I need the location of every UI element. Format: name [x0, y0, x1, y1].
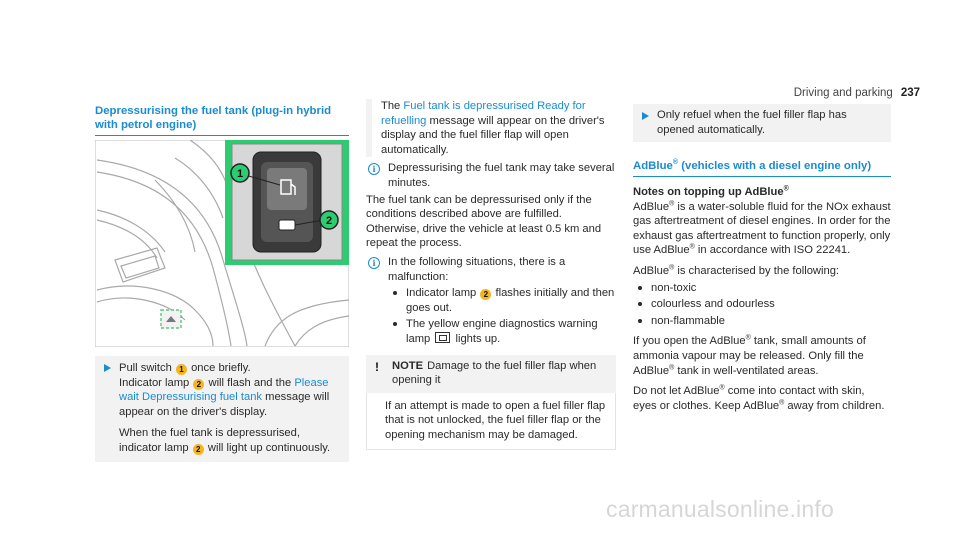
- subsection-title: Notes on topping up AdBlue®: [633, 185, 789, 198]
- fuel-switch-illustration: [95, 140, 349, 347]
- conditions-paragraph: The fuel tank can be depressurised only if the conditions described above are fulfilled. Otherwise, drive the vehicle at least 0.5 km and repeat the process.: [366, 193, 602, 250]
- list-item: non-toxic: [633, 281, 891, 296]
- note-title: Damage to the fuel filler flap when opening it: [392, 359, 597, 387]
- exclamation-icon: !: [375, 359, 379, 374]
- note-box-body: If an attempt is made to open a fuel filler flap that is not unlocked, the fuel filler flap or the opening mechanism may be damaged.: [366, 393, 616, 451]
- list-item: colourless and odourless: [633, 297, 891, 312]
- page-number: 237: [900, 87, 920, 99]
- column-middle: [366, 99, 616, 450]
- callout-2-badge: 2: [193, 444, 204, 455]
- callout-2-badge: 2: [480, 289, 491, 300]
- list-item: The yellow engine diagnostics warning lamp lights up.: [388, 317, 616, 346]
- instruction-result-paragraph: When the fuel tank is depressurised, indicator lamp 2 will light up continuously.: [119, 427, 331, 454]
- page-header: [794, 86, 920, 101]
- list-item: non-flammable: [633, 314, 891, 329]
- callout-1-badge: 1: [176, 364, 187, 375]
- callout-2-label: 2: [325, 215, 333, 227]
- adblue-properties-paragraph: AdBlue® is characterised by the following:: [633, 264, 840, 277]
- note-label: NOTE: [392, 359, 424, 372]
- adblue-intro-paragraph: AdBlue® is a water-soluble fluid for the NOx exhaust gas aftertreatment of diesel engines. In order for the exhaust gas aftertreatment to function properly, only use AdBlue® in accordance with ISO 22241.: [633, 199, 891, 257]
- step-arrow-icon: [642, 112, 649, 120]
- display-message-link: Please wait Depressurising fuel tank: [119, 376, 329, 404]
- section-title-depressurising: Depressurising the fuel tank (plug-in hybrid with petrol engine): [95, 104, 349, 136]
- instruction-pull-switch: [95, 356, 349, 462]
- malfunction-note: i In the following situations, there is a malfunction: Indicator lamp 2 flashes initially and then goes out. The yellow engine diagnostics warning lamp lights up.: [366, 255, 616, 347]
- section-title-adblue: AdBlue® (vehicles with a diesel engine only): [633, 159, 891, 177]
- ammonia-paragraph: If you open the AdBlue® tank, small amounts of ammonia vapour may be released. Only fill the AdBlue® tank in well-ventilated areas.: [633, 334, 866, 377]
- step-arrow-icon: [104, 364, 111, 372]
- instruction-paragraph: Pull switch 1 once briefly. Indicator lamp 2 will flash and the Please wait Depressurising fuel tank message will appear on the driver's display.: [119, 362, 330, 418]
- fuel-switch-figure: [95, 140, 349, 347]
- watermark-text: carmanualsonline.info: [606, 496, 834, 522]
- contact-warning-paragraph: Do not let AdBlue® come into contact with skin, eyes or clothes. Keep AdBlue® away from children.: [633, 384, 885, 412]
- callout-1-label: 1: [236, 168, 244, 180]
- list-item: Indicator lamp 2 flashes initially and then goes out.: [388, 286, 616, 315]
- adblue-content: [633, 185, 891, 413]
- refuel-message-block: The Fuel tank is depressurised Ready for refuelling message will appear on the driver's display and the fuel filler flap will open automatically.: [366, 99, 616, 157]
- instruction-refuel: Only refuel when the fuel filler flap has opened automatically.: [633, 104, 891, 142]
- note-box: [366, 355, 616, 451]
- note-box-header: [366, 355, 616, 393]
- info-icon: i: [368, 163, 380, 175]
- info-note: i Depressurising the fuel tank may take several minutes.: [366, 161, 616, 190]
- section-name: Driving and parking: [793, 87, 893, 99]
- display-message-link: Fuel tank is depressurised Ready for refuelling: [381, 100, 586, 127]
- engine-diagnostics-icon: [435, 332, 450, 343]
- callout-2-badge: 2: [193, 379, 204, 390]
- info-icon: i: [368, 257, 380, 269]
